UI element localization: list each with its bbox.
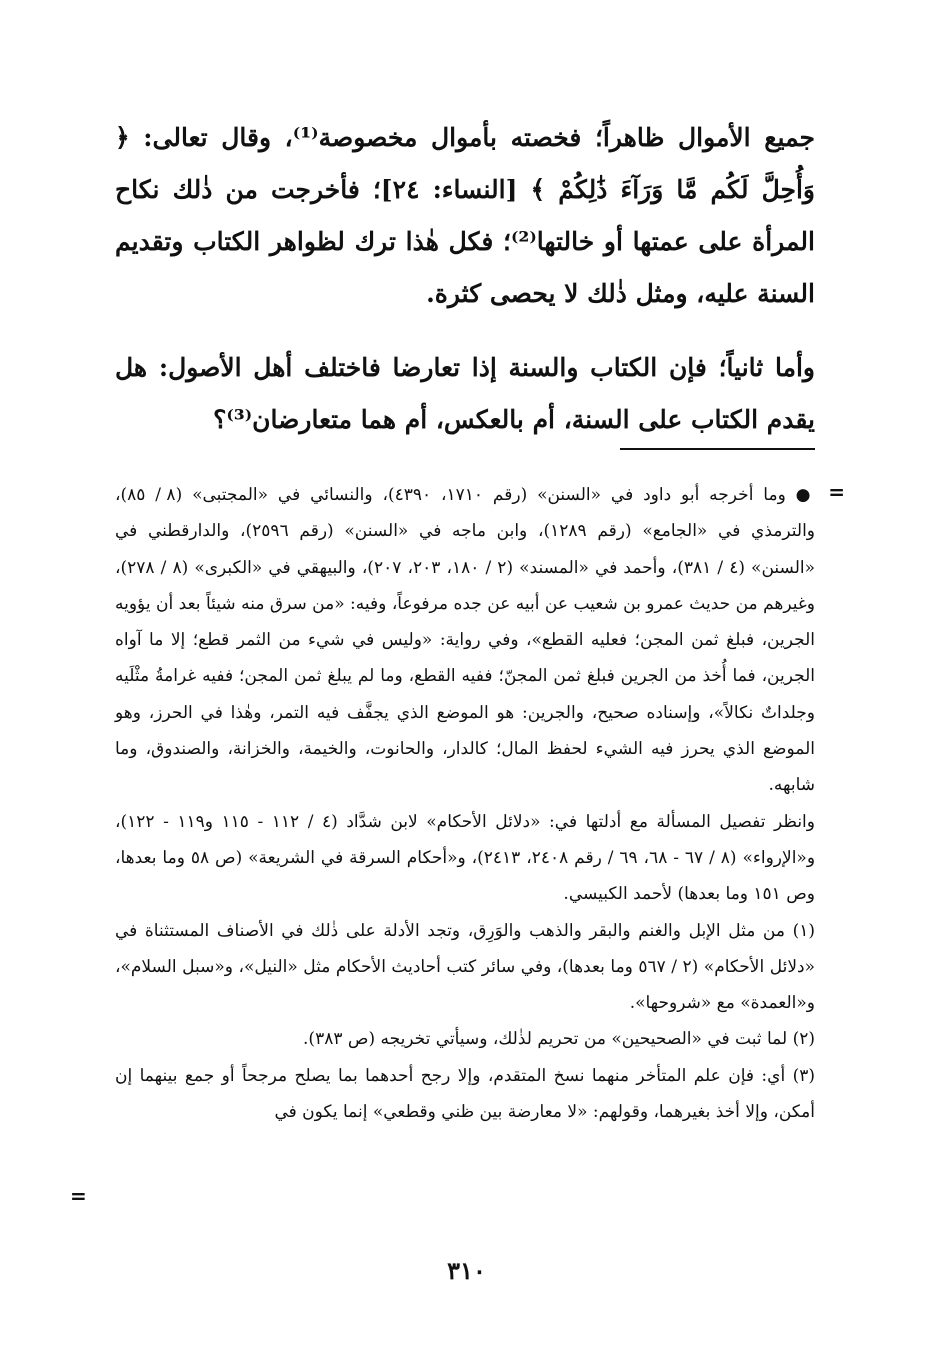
paragraph-1: جميع الأموال ظاهراً؛ فخصته بأموال مخصوصة⁽¹⁾، وقال تعالى: ﴿ وَأُحِلَّ لَكُم مَّا وَرَآءَ ذَٰلِكُمْ ﴾ [النساء: ٢٤]؛ فأخرجت من ذٰلك نكاح المرأة على عمتها أو خالتها⁽²⁾؛ فكل هٰذا ترك لظواهر الكتاب وتقديم السنة عليه، ومثل ذٰلك لا يحصى كثرة.: [115, 123, 816, 308]
footnote-takhrij: ● وما أخرجه أبو داود في «السنن» (رقم ١٧١٠، ٤٣٩٠)، والنسائي في «المجتبى» (٨ / ٨٥)، والترمذي في «الجامع» (رقم ١٢٨٩)، وابن ماجه في «السنن» (رقم ٢٥٩٦)، والدارقطني في «السنن» (٤ / ٣٨١)، وأحمد في «المسند» (٢ / ١٨٠، ٢٠٣، ٢٠٧)، والبيهقي في «الكبرى» (٨ / ٢٧٨)، وغيرهم من حديث عمرو بن شعيب عن أبيه عن جده مرفوعاً، وفيه: «من سرق منه شيئاً بعد أن يؤويه الجرين، فبلغ ثمن المجن؛ فعليه القطع»، وفي رواية: «وليس في شيء من الثمر قطع؛ إلا ما آواه الجرين، فما أُخذ من الجرين فبلغ ثمن المجنّ؛ ففيه القطع، وما لم يبلغ ثمن المجن؛ ففيه غرامةُ مثْلَيه وجلداتٌ نكالاً»، وإسناده صحيح، والجرين: هو الموضع الذي يجفَّف فيه التمر، وهٰذا في الحرز، وهو الموضع الذي يحرز فيه الشيء لحفظ المال؛ كالدار، والحانوت، والخيمة، والخزانة، والصندوق، وما شابهه.: [115, 485, 816, 796]
footnote-1: (١) من مثل الإبل والغنم والبقر والذهب والوَرِق، وتجد الأدلة على ذٰلك في الأصناف المستثناة في «دلائل الأحكام» (٢ / ٥٦٧ وما بعدها)، وفي سائر كتب أحاديث الأحكام مثل «النيل»، و«سبل السلام»، و«العمدة» مع «شروحها».: [115, 920, 815, 1014]
footnotes: [115, 477, 815, 1130]
paragraph-2: وأما ثانياً؛ فإن الكتاب والسنة إذا تعارضا فاختلف أهل الأصول: هل يقدم الكتاب على السنة، أم بالعكس، أم هما متعارضان⁽³⁾؟: [115, 353, 815, 434]
footnote-3: (٣) أي: فإن علم المتأخر منهما نسخ المتقدم، وإلا رجح أحدهما بما يصلح مرجحاً أو جمع بينهما إن أمكن، وإلا أخذ بغيرهما، وقولهم: «لا معارضة بين ظني وقطعي» إنما يكون في: [115, 1065, 815, 1123]
footnote-separator: [620, 448, 815, 450]
footnote-see-also: وانظر تفصيل المسألة مع أدلتها في: «دلائل الأحكام» لابن شدَّاد (٤ / ١١٢ - ١١٥ و١١٩ - ١٢٢)، و«الإرواء» (٨ / ٦٧ - ٦٨، ٦٩ / رقم ٢٤٠٨، ٢٤١٣)، و«أحكام السرقة في الشريعة» (ص ٥٨ وما بعدها، وص ١٥١ وما بعدها) لأحمد الكبيسي.: [115, 811, 816, 905]
page-number: ٣١٠: [447, 1256, 486, 1285]
main-text: [115, 112, 815, 446]
footnote-2: (٢) لما ثبت في «الصحيحين» من تحريم لذٰلك، وسيأتي تخريجه (ص ٣٨٣).: [303, 1029, 815, 1050]
continues-marker: =: [70, 1184, 87, 1208]
continuation-marker: =: [828, 480, 845, 504]
